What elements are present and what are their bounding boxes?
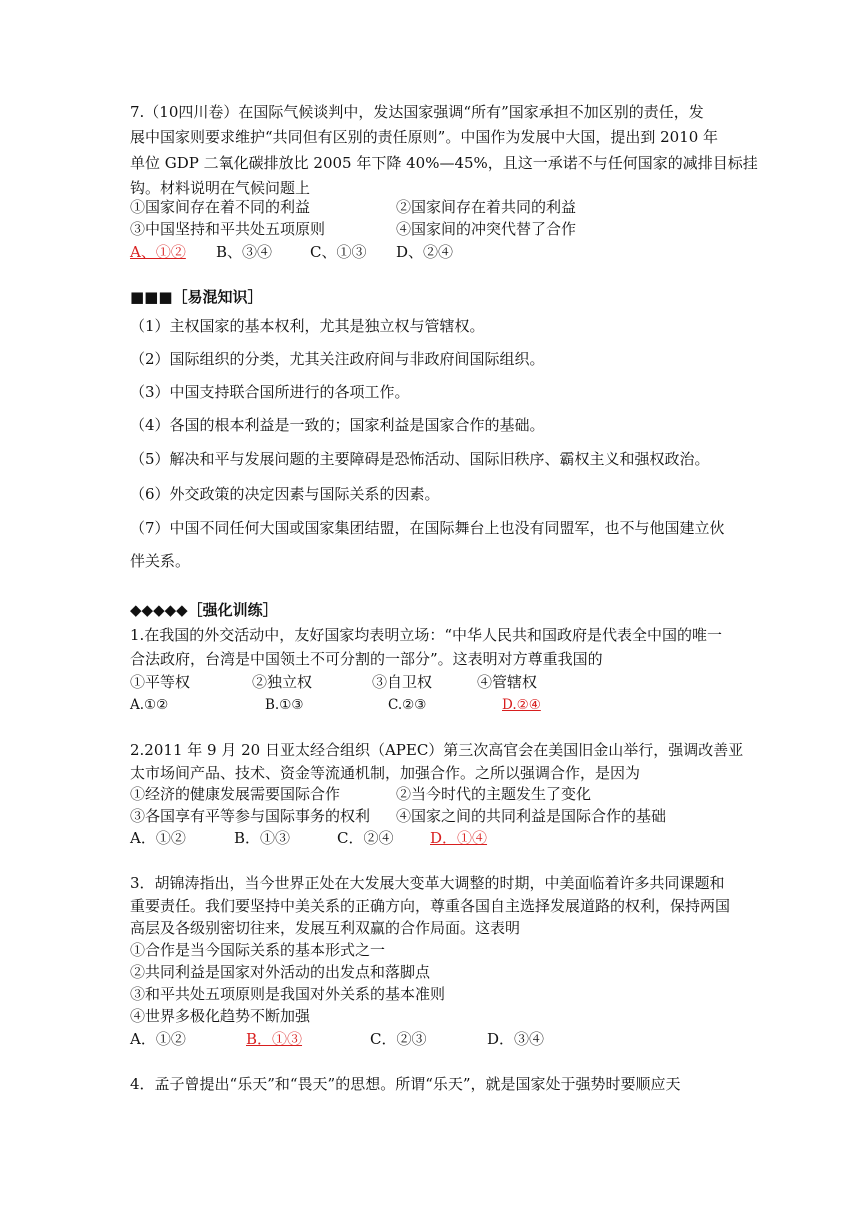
training-q1-option-a: A.①② bbox=[130, 697, 169, 713]
training-q3-option-b-answer: B．①③ bbox=[246, 1030, 303, 1048]
training-q1-option-b: B.①③ bbox=[265, 697, 304, 713]
q7-line-1: 7.（10四川卷）在国际气候谈判中，发达国家强调“所有”国家承担不加区别的责任，发 bbox=[130, 103, 704, 121]
training-q2-option-a: A．①② bbox=[130, 829, 186, 847]
q7-item-2: ②国家间存在着共同的利益 bbox=[396, 198, 577, 216]
confusion-item-3: （3）中国支持联合国所进行的各项工作。 bbox=[130, 383, 410, 401]
training-q2-item-4: ④国家之间的共同利益是国际合作的基础 bbox=[396, 807, 667, 825]
training-q2-item-2: ②当今时代的主题发生了变化 bbox=[396, 785, 592, 803]
confusion-item-7: （7）中国不同任何大国或国家集团结盟，在国际舞台上也没有同盟军，也不与他国建立伙 bbox=[130, 519, 725, 537]
training-q3-option-c: C．②③ bbox=[370, 1030, 427, 1048]
training-q1-item-3: ③自卫权 bbox=[372, 673, 433, 691]
training-q3-item-4: ④世界多极化趋势不断加强 bbox=[130, 1007, 311, 1025]
confusion-item-7-cont: 伴关系。 bbox=[130, 552, 191, 570]
confusion-heading: ■■■［易混知识］ bbox=[130, 288, 263, 306]
training-q2-line-2: 太市场间产品、技术、资金等流通机制，加强合作。之所以强调合作，是因为 bbox=[130, 764, 641, 782]
q7-option-a-answer: A、①② bbox=[130, 243, 186, 261]
training-q3-line-2: 重要责任。我们要坚持中美关系的正确方向，尊重各国自主选择发展道路的权利，保持两国 bbox=[130, 897, 731, 915]
q7-line-2: 展中国家则要求维护“共同但有区别的责任原则”。中国作为发展中大国，提出到 2010 年 bbox=[130, 128, 719, 146]
q7-line-4: 钩。材料说明在气候问题上 bbox=[130, 179, 311, 197]
training-q3-option-a: A．①② bbox=[130, 1030, 186, 1048]
q7-item-1: ①国家间存在着不同的利益 bbox=[130, 198, 311, 216]
training-q3-item-1: ①合作是当今国际关系的基本形式之一 bbox=[130, 941, 386, 959]
confusion-item-4: （4）各国的根本利益是一致的；国家利益是国家合作的基础。 bbox=[130, 416, 545, 434]
training-q3-item-3: ③和平共处五项原则是我国对外关系的基本准则 bbox=[130, 985, 446, 1003]
training-q2-item-1: ①经济的健康发展需要国际合作 bbox=[130, 785, 341, 803]
training-q3-line-1: 3．胡锦涛指出，当今世界正处在大发展大变革大调整的时期，中美面临着许多共同课题和 bbox=[130, 874, 725, 892]
confusion-item-6: （6）外交政策的决定因素与国际关系的因素。 bbox=[130, 485, 440, 503]
q7-item-3: ③中国坚持和平共处五项原则 bbox=[130, 220, 326, 238]
training-q1-option-c: C.②③ bbox=[388, 697, 427, 713]
q7-line-3: 单位 GDP 二氧化碳排放比 2005 年下降 40%—45%，且这一承诺不与任何国家的减排目标挂 bbox=[130, 154, 758, 172]
training-q2-option-c: C．②④ bbox=[337, 829, 394, 847]
q7-option-d: D、②④ bbox=[396, 243, 454, 261]
training-q2-line-1: 2.2011 年 9 月 20 日亚太经合组织（APEC）第三次高官会在美国旧金山举行，强调改善亚 bbox=[130, 741, 744, 759]
confusion-item-5: （5）解决和平与发展问题的主要障碍是恐怖活动、国际旧秩序、霸权主义和强权政治。 bbox=[130, 450, 710, 468]
training-q2-option-d-answer: D．①④ bbox=[430, 829, 488, 847]
training-q2-option-b: B．①③ bbox=[234, 829, 291, 847]
q7-item-4: ④国家间的冲突代替了合作 bbox=[396, 220, 577, 238]
training-q1-item-4: ④管辖权 bbox=[477, 673, 538, 691]
training-q3-item-2: ②共同利益是国家对外活动的出发点和落脚点 bbox=[130, 963, 431, 981]
training-q1-line-1: 1.在我国的外交活动中，友好国家均表明立场：“中华人民共和国政府是代表全中国的唯一 bbox=[130, 626, 722, 644]
confusion-item-1: （1）主权国家的基本权利，尤其是独立权与管辖权。 bbox=[130, 317, 485, 335]
confusion-item-2: （2）国际组织的分类，尤其关注政府间与非政府间国际组织。 bbox=[130, 350, 545, 368]
training-q3-line-3: 高层及各级别密切往来，发展互利双赢的合作局面。这表明 bbox=[130, 919, 521, 937]
training-q1-item-1: ①平等权 bbox=[130, 673, 191, 691]
training-q4-line-1: 4．孟子曾提出“乐天”和“畏天”的思想。所谓“乐天”，就是国家处于强势时要顺应天 bbox=[130, 1075, 681, 1093]
training-q1-option-d-answer: D.②④ bbox=[502, 697, 541, 713]
training-q2-item-3: ③各国享有平等参与国际事务的权利 bbox=[130, 807, 371, 825]
q7-option-b: B、③④ bbox=[216, 243, 273, 261]
q7-option-c: C、①③ bbox=[310, 243, 367, 261]
training-q1-line-2: 合法政府，台湾是中国领土不可分割的一部分”。这表明对方尊重我国的 bbox=[130, 650, 603, 668]
training-heading: ◆◆◆◆◆［强化训练］ bbox=[130, 601, 278, 619]
training-q3-option-d: D．③④ bbox=[487, 1030, 545, 1048]
training-q1-item-2: ②独立权 bbox=[252, 673, 313, 691]
